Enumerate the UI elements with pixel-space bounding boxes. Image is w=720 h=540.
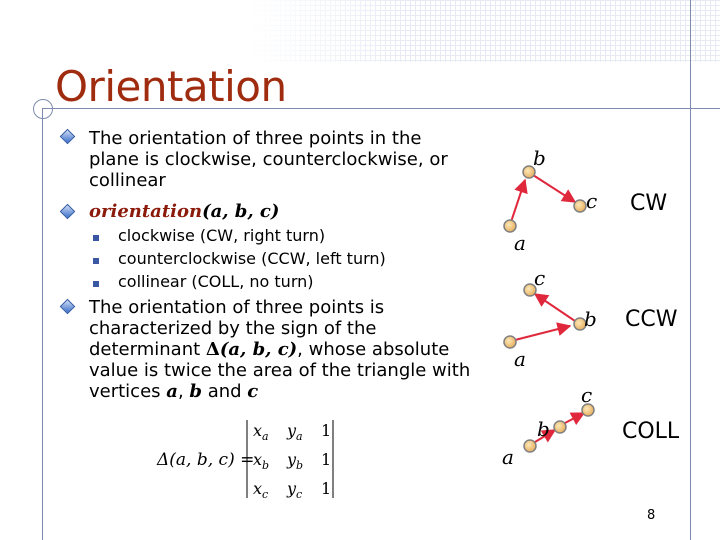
- var-a: a: [166, 381, 178, 402]
- matrix-subscript: b: [296, 459, 304, 472]
- matrix-y: y: [287, 421, 297, 440]
- arrow-bc: [535, 294, 575, 321]
- var-b: b: [189, 381, 202, 402]
- bullet-diamond-icon: [60, 299, 76, 315]
- text-run: , whose absolute: [297, 339, 450, 360]
- bullet-1-line: collinear: [89, 170, 166, 191]
- cw-label: CW: [630, 191, 668, 216]
- orientation-function-args: (a, b, c): [202, 201, 280, 222]
- arrow-bc: [533, 175, 575, 202]
- coll-diagram: [502, 383, 680, 469]
- label-b: b: [537, 417, 550, 441]
- bullet-3-line: characterized by the sign of the: [89, 318, 377, 339]
- bullet-2: [89, 201, 279, 222]
- label-a: a: [502, 445, 514, 469]
- matrix-one: 1: [321, 479, 332, 498]
- matrix-subscript: b: [262, 459, 270, 472]
- label-c: c: [586, 189, 598, 213]
- matrix-one: 1: [321, 450, 332, 469]
- label-b: b: [533, 146, 546, 170]
- point-c: [574, 200, 586, 212]
- matrix-subscript: c: [296, 488, 303, 501]
- orientation-function-name: orientation: [89, 201, 203, 222]
- sub-bullet-square-icon: [93, 281, 99, 287]
- matrix-x: x: [253, 479, 263, 498]
- delta-symbol: Δ: [205, 339, 220, 360]
- bullet-3: [89, 297, 470, 402]
- header-grid-fade: [250, 0, 410, 62]
- matrix-one: 1: [321, 421, 332, 440]
- text-run: vertices: [89, 381, 167, 402]
- sub-bullet-square-icon: [93, 235, 99, 241]
- bullet-3-line: The orientation of three points is: [89, 297, 385, 318]
- crosshair-ornament: [33, 99, 53, 119]
- cw-diagram: [504, 146, 667, 255]
- left-rule: [42, 108, 43, 540]
- var-c: c: [247, 381, 259, 402]
- sub-bullet-ccw: counterclockwise (CCW, left turn): [118, 249, 386, 268]
- bullet-1: [89, 128, 448, 191]
- coll-label: COLL: [622, 419, 680, 444]
- formula-lhs: Δ(a, b, c) =: [157, 450, 255, 470]
- bullet-diamond-icon: [60, 129, 76, 145]
- bullet-1-line: The orientation of three points in the: [89, 128, 422, 149]
- text-run: and: [201, 381, 248, 402]
- label-c: c: [534, 266, 546, 290]
- bullet-diamond-icon: [60, 204, 76, 220]
- bullet-3-line: value is twice the area of the triangle with: [89, 360, 471, 381]
- orientation-diagrams: [480, 130, 700, 480]
- slide-title: Orientation: [55, 62, 287, 111]
- text-run: determinant: [89, 339, 206, 360]
- matrix-y: y: [287, 479, 297, 498]
- sub-bullet-coll: collinear (COLL, no turn): [118, 272, 314, 291]
- page-number: 8: [647, 508, 656, 523]
- matrix-subscript: c: [262, 488, 269, 501]
- sub-bullet-square-icon: [93, 258, 99, 264]
- ccw-diagram: [504, 266, 678, 371]
- label-b: b: [584, 307, 597, 331]
- bullet-3-line: [89, 381, 470, 402]
- ccw-label: CCW: [625, 307, 678, 332]
- point-a: [524, 440, 536, 452]
- arrow-ab: [511, 180, 525, 222]
- delta-args: (a, b, c): [219, 339, 298, 360]
- determinant-formula: [155, 418, 345, 503]
- matrix-x: x: [253, 421, 263, 440]
- sub-bullet-cw: clockwise (CW, right turn): [118, 226, 326, 245]
- label-a: a: [514, 231, 526, 255]
- point-b: [554, 421, 566, 433]
- label-a: a: [514, 347, 526, 371]
- bullet-3-line: [89, 339, 470, 360]
- text-run: ,: [177, 381, 190, 402]
- arrow-bc: [565, 413, 584, 423]
- bullet-1-line: plane is clockwise, counterclockwise, or: [89, 149, 448, 170]
- matrix-x: x: [253, 450, 263, 469]
- matrix-subscript: a: [262, 430, 269, 443]
- matrix-y: y: [287, 450, 297, 469]
- matrix-subscript: a: [296, 430, 303, 443]
- label-c: c: [581, 383, 593, 407]
- arrow-ab: [515, 326, 570, 340]
